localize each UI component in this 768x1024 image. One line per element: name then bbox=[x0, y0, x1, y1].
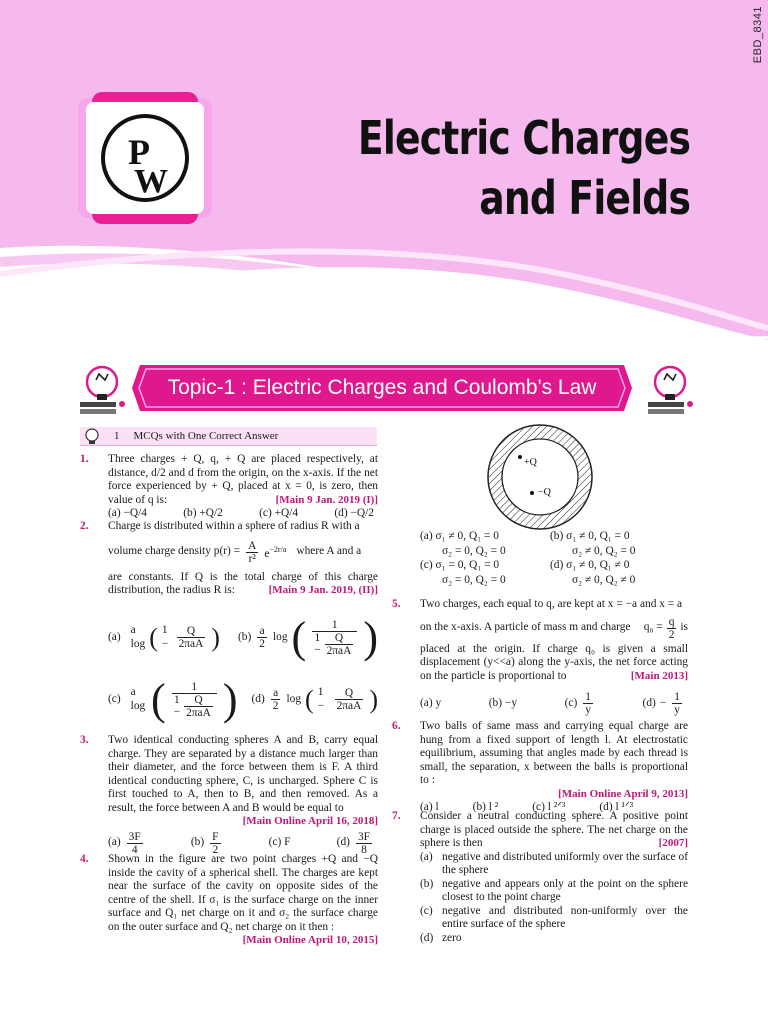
option-b: (b) negative and appears only at the point on the sphere closest to the point charge bbox=[420, 877, 688, 903]
book-code: EBD_8341 bbox=[752, 6, 764, 64]
question-number: 4. bbox=[80, 853, 89, 865]
option-a: (a) $\frac{3F}{4}$ bbox=[108, 830, 141, 856]
question-number: 5. bbox=[392, 598, 401, 610]
question-text-line2: volume charge density p(r) = $\frac{A}{\text{r²}}$ $e^{-2r/a}$ where A and a bbox=[108, 539, 362, 565]
question-5 bbox=[392, 598, 688, 716]
fraction: $\frac{Q}{\text{2πaA}}$ bbox=[178, 625, 204, 650]
question-number: 3. bbox=[80, 734, 89, 746]
charge-plus-label: +Q bbox=[524, 457, 537, 468]
question-number: 1. bbox=[80, 453, 89, 465]
option-b-label: (b) bbox=[237, 630, 252, 643]
question-reference: [2007] bbox=[658, 837, 688, 849]
question-text: Three charges + Q, q, + Q are placed respectively, at distance, d/2 and d from the origin, on the x-axis. If the net force experienced by + Q, placed at x = 0, is zero, then value of q is: bbox=[108, 453, 378, 506]
option-d: (d) zero bbox=[420, 931, 462, 944]
question-reference: [Main Online April 16, 2018] bbox=[242, 815, 378, 827]
question-7 bbox=[392, 810, 688, 945]
option-a-label: (a) bbox=[108, 630, 121, 643]
option-c: (c) +Q/4 bbox=[259, 507, 299, 519]
option-d-line1: (d) σ₁ ≠ 0, Q₁ ≠ 0 bbox=[550, 559, 630, 571]
option-b: (b) +Q/2 bbox=[183, 507, 223, 519]
question-4 bbox=[80, 853, 378, 948]
option-d-line2: σ₂ ≠ 0, Q₂ ≠ 0 bbox=[572, 573, 636, 586]
question-text: Consider a neutral conducting sphere. A positive point charge is placed outside the sphere. The net charge on the sphere is then bbox=[420, 810, 688, 849]
question-6 bbox=[392, 720, 688, 815]
options bbox=[420, 851, 688, 946]
svg-text:P: P bbox=[128, 132, 150, 172]
topic-title: Topic-1 : Electric Charges and Coulomb's Law bbox=[167, 376, 597, 399]
options bbox=[108, 831, 378, 856]
fraction: 1 1 − $\frac{Q}{\text{2πaA}}$ bbox=[172, 681, 217, 719]
spherical-shell-figure bbox=[486, 423, 594, 531]
option-c: (c) negative and distributed non-uniformly over the entire surface of the sphere bbox=[420, 904, 688, 930]
question-4-options bbox=[392, 530, 688, 587]
question-text-line2: on the x-axis. A particle of mass m and charge q₀ = $\frac{q}{2}$ is bbox=[420, 615, 688, 641]
question-text: Two identical conducting spheres A and B, carry equal charge. They are separated by a distance much larger than their diameter, and the force between them is F. A third identical conducting sphere, C, is uncharged. Sphere C is first touched to A, then to B, and then removed. As a result, the force between A and B would be equal to bbox=[108, 734, 378, 814]
option-a: (a) negative and distributed uniformly over the surface of the sphere bbox=[420, 850, 688, 876]
option-a-line1: (a) σ₁ ≠ 0, Q₁ = 0 bbox=[420, 530, 499, 542]
option-c: (c) l ²ᐟ³ bbox=[532, 801, 566, 813]
options-cd: (c) a log ( 1 1 − $\frac{Q}{\text{2πaA}}$ ) (d) $\frac{a}{2}$ log ( 1 − $\frac{Q}{\text{2πaA}}$ ) bbox=[108, 674, 378, 724]
chapter-title-line2: and Fields bbox=[479, 171, 690, 225]
mini-bulb-icon bbox=[82, 427, 102, 446]
pw-logo bbox=[78, 92, 212, 224]
question-text: Shown in the figure are two point charges +Q and −Q inside the cavity of a spherical shell. The charges are kept near the surface of the cavity on opposite sides of the centre of the shell. If σ₁ is the surface charge on the inner surface and Q₁ net charge on it and σ₂ the surface charge on the outer surface and Q₂ net charge on it then : bbox=[108, 853, 378, 933]
fraction: $\frac{A}{\text{r²}}$ bbox=[248, 539, 257, 565]
section-number: 1 bbox=[114, 430, 120, 442]
fraction: $\frac{a}{2}$ bbox=[272, 687, 279, 712]
fraction: $\frac{a}{2}$ bbox=[259, 625, 265, 650]
option-c: (c) F bbox=[268, 836, 291, 849]
chapter-title-line1: Electric Charges bbox=[357, 111, 690, 165]
option-d: (d) l ¹ᐟ³ bbox=[599, 801, 634, 813]
option-b: (b) l ² bbox=[472, 801, 499, 813]
option-b-line2: σ₂ ≠ 0, Q₂ = 0 bbox=[572, 544, 636, 557]
question-2 bbox=[80, 520, 378, 726]
question-1 bbox=[80, 453, 378, 521]
options bbox=[108, 507, 378, 521]
chapter-header bbox=[0, 0, 768, 352]
option-b-line1: (b) σ₁ ≠ 0, Q₁ = 0 bbox=[550, 530, 630, 542]
question-reference: [Main Online April 10, 2015] bbox=[242, 934, 378, 946]
option-d: (d) − $\frac{1}{y}$ bbox=[642, 691, 680, 716]
question-text-line1: Two charges, each equal to q, are kept at x = −a and x = a bbox=[420, 598, 683, 610]
option-d-label: (d) bbox=[251, 692, 265, 705]
question-text-line1: Charge is distributed within a sphere of radius R with a bbox=[108, 520, 360, 532]
question-number: 7. bbox=[392, 810, 401, 822]
svg-text:W: W bbox=[134, 163, 168, 200]
chapter-title bbox=[358, 108, 690, 228]
question-text-line3: are constants. If Q is the total charge of this charge distribution, the radius R is: [Main 9 Jan. 2019, (II)] bbox=[108, 570, 378, 596]
question-reference: [Main Online April 9, 2013] bbox=[558, 787, 688, 800]
option-d: (d) $\frac{3F}{8}$ bbox=[336, 830, 370, 856]
options bbox=[420, 691, 688, 716]
question-text: Two balls of same mass and carrying equal charge are hung from a fixed support of length l. At electrostatic equilibrium, assuming that angles made by each thread is small, the separation, x between the balls is proportional to : bbox=[420, 720, 688, 786]
options-ab: (a) a log ( 1 − $\frac{Q}{\text{2πaA}}$ ) (b) $\frac{a}{2}$ log ( 1 1 − $\frac{Q}{\text{2πaA}}$ ) bbox=[108, 612, 378, 662]
option-b: (b) −y bbox=[488, 696, 518, 709]
question-text-line3: placed at the origin. If charge q₀ is given a small displacement (y<<a) along the y-axis, the net force acting on the particle is proportional to [Main 2013] bbox=[420, 642, 688, 682]
question-3 bbox=[80, 734, 378, 856]
option-a: (a) l bbox=[420, 801, 439, 813]
option-d: (d) −Q/2 bbox=[334, 507, 374, 519]
charge-minus-label: −Q bbox=[538, 487, 551, 498]
option-c-line2: σ₂ = 0, Q₂ = 0 bbox=[442, 573, 506, 586]
section-header bbox=[80, 427, 377, 446]
option-a-line2: σ₂ = 0, Q₂ = 0 bbox=[442, 544, 506, 557]
section-label: MCQs with One Correct Answer bbox=[133, 430, 279, 442]
question-reference: [Main 9 Jan. 2019, (II)] bbox=[268, 584, 378, 596]
question-reference: [Main 9 Jan. 2019 (I)] bbox=[275, 493, 378, 506]
question-number: 6. bbox=[392, 720, 401, 732]
option-a: (a) y bbox=[420, 696, 442, 709]
option-c: (c) $\frac{1}{y}$ bbox=[564, 691, 591, 716]
fraction: 1 1 − $\frac{Q}{\text{2πaA}}$ bbox=[312, 619, 357, 657]
idea-bulb-icon bbox=[646, 360, 696, 416]
question-number: 2. bbox=[80, 520, 89, 532]
option-a: (a) −Q/4 bbox=[108, 507, 147, 519]
question-reference: [Main 2013] bbox=[630, 669, 688, 682]
idea-bulb-icon bbox=[78, 360, 128, 416]
option-b: (b) $\frac{F}{2}$ bbox=[190, 830, 219, 856]
option-c-label: (c) bbox=[108, 692, 121, 705]
option-c-line1: (c) σ₁ = 0, Q₁ = 0 bbox=[420, 559, 500, 571]
fraction: $\frac{Q}{\text{2πaA}}$ bbox=[336, 687, 362, 712]
